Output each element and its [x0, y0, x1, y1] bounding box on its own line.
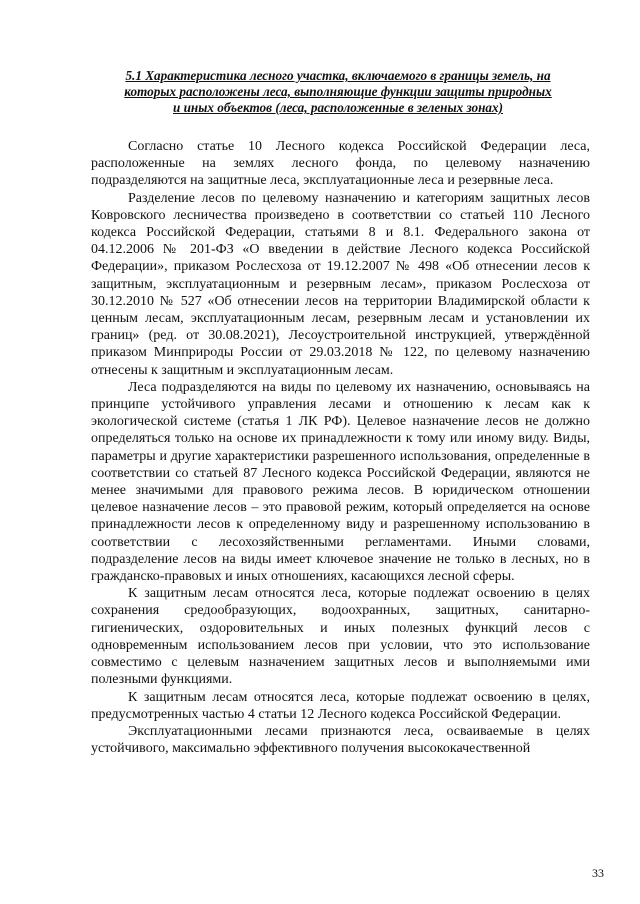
- paragraph-1: Согласно статье 10 Лесного кодекса Российской Федерации леса, расположенные на землях лесного фонда, по целевому назначению подразделяются на защитные леса, эксплуатационные леса и резервные леса.: [91, 139, 590, 189]
- paragraph-5: К защитным лесам относятся леса, которые подлежат освоению в целях, предусмотренных частью 4 статьи 12 Лесного кодекса Российской Федерации.: [91, 689, 590, 722]
- section-heading: [86, 68, 590, 116]
- paragraph-3: Леса подразделяются на виды по целевому их назначению, основываясь на принципе устойчивого управления лесами и отношению к лесам как к экологической системе (статья 1 ЛК РФ). Целевое назначение лесов не должно определяться только на основе их принадлежности к тому или иному виду. Виды, параметры и другие характеристики разрешенного использования, определенные в соответствии со статьей 87 Лесного кодекса Российской Федерации, являются не менее значимыми для правового режима лесов. В юридическом отношении целевое назначение лесов – это правовой режим, который определяется на основе принадлежности лесов к определенному виду и разрешенному использованию в соответствии с лесохозяйственными регламентами. Иными словами, подразделение лесов на виды имеет ключевое значение не только в лесных, но в гражданско-правовых и иных отношениях, касающихся лесной сферы.: [91, 379, 590, 585]
- body-text: [91, 138, 590, 757]
- paragraph-4: К защитным лесам относятся леса, которые подлежат освоению в целях сохранения средообразующих, водоохранных, защитных, санитарно-гигиенических, оздоровительных и иных полезных функций лесов с одновременным использованием лесов при условии, что это использование совместимо с целевым назначением защитных лесов и выполняемыми ими полезными функциями.: [91, 586, 590, 688]
- paragraph-2: Разделение лесов по целевому назначению и категориям защитных лесов Ковровского лесничества произведено в соответствии со статьей 110 Лесного кодекса Российской Федерации, статьями 8 и 8.1. Федерального закона от 04.12.2006 № 201-ФЗ «О введении в действие Лесного кодекса Российской Федерации», приказом Рослесхоза от 19.12.2007 № 498 «Об отнесении лесов к защитным, эксплуатационным и резервным лесам», приказом Рослесхоза от 30.12.2010 № 527 «Об отнесении лесов на территории Владимирской области к ценным лесам, эксплуатационным лесам, резервным лесам и установлении их границ» (ред. от 30.08.2021), Лесоустроительной инструкцией, утверждённой приказом Минприроды России от 29.03.2018 № 122, по целевому назначению отнесены к защитным и эксплуатационным лесам.: [91, 190, 590, 378]
- section-heading-line-1: 5.1 Характеристика лесного участка, включаемого в границы земель, на: [125, 68, 551, 83]
- page-number: 33: [592, 866, 604, 880]
- section-heading-line-2: которых расположены леса, выполняющие функции защиты природных: [124, 84, 552, 99]
- section-heading-line-3: и иных объектов (леса, расположенные в зеленых зонах): [172, 100, 504, 115]
- paragraph-6: Эксплуатационными лесами признаются леса, осваиваемые в целях устойчивого, максимально эффективного получения высококачественной: [91, 723, 590, 757]
